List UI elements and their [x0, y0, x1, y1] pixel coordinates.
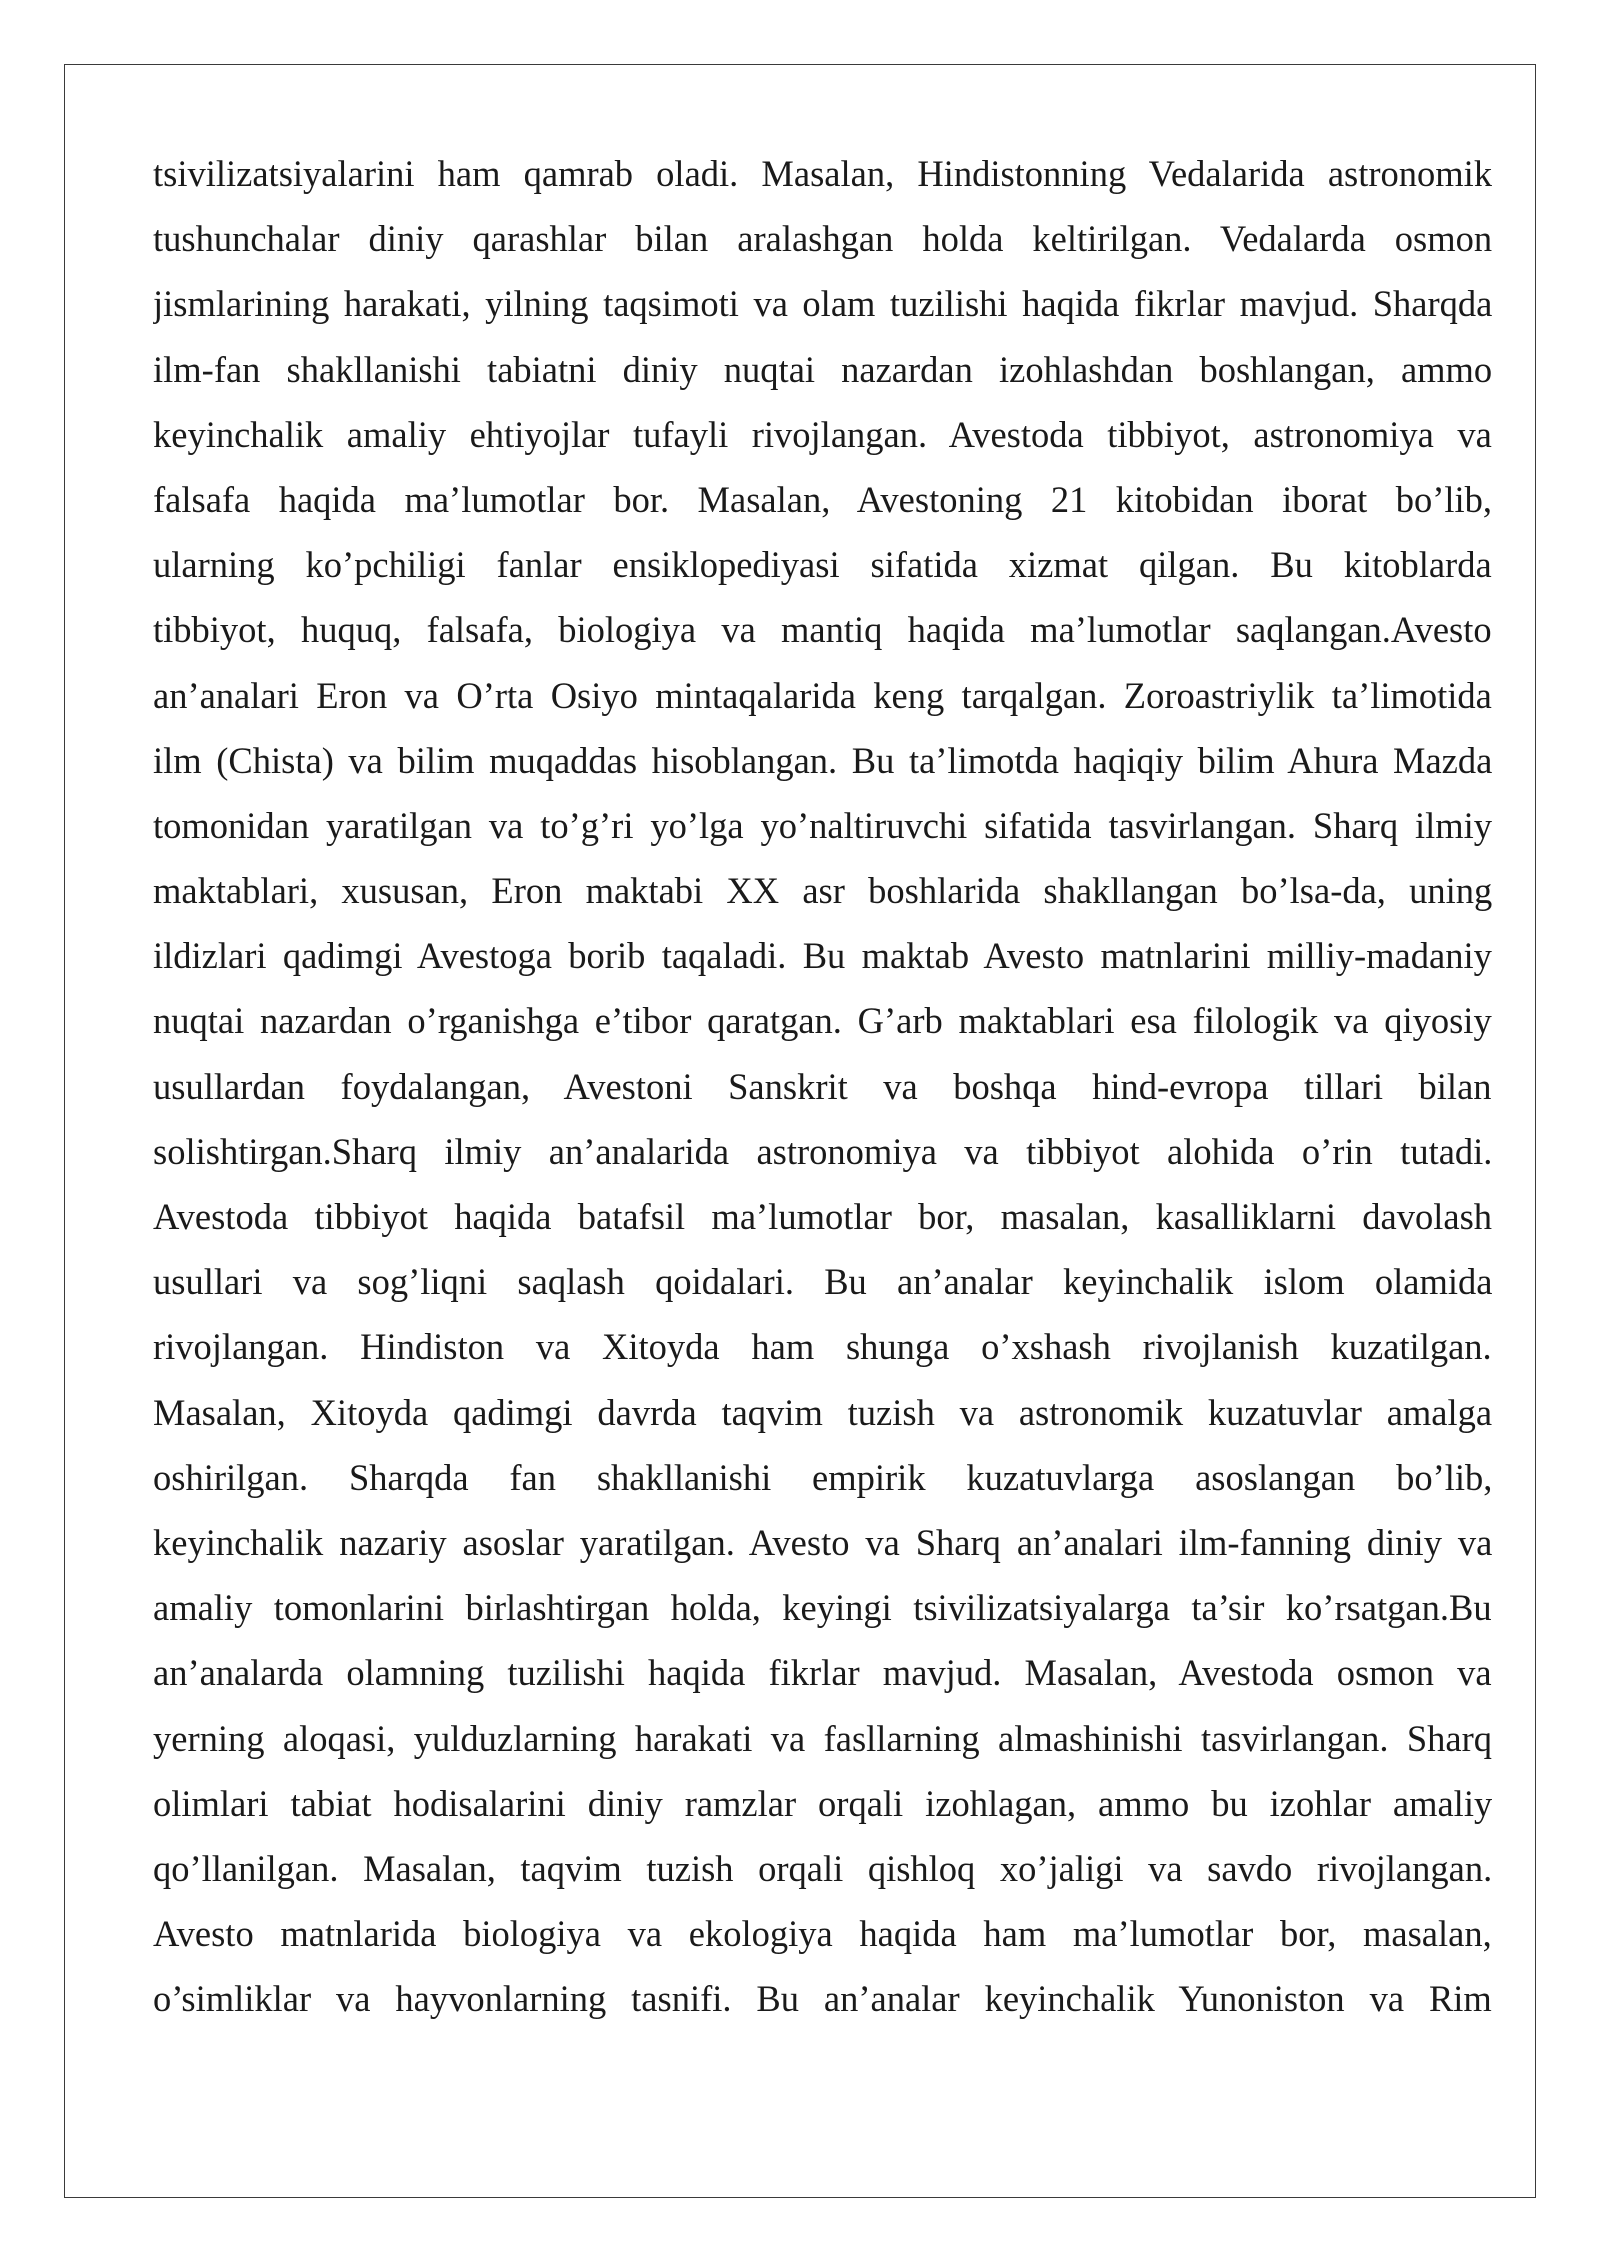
- text-line: solishtirgan.Sharq ilmiy an’analarida astronomiya va tibbiyot alohida o’rin tutadi.: [153, 1130, 1492, 1172]
- text-line: ilm-fan shakllanishi tabiatni diniy nuqtai nazardan izohlashdan boshlangan, ammo: [153, 348, 1492, 390]
- text-line: maktablari, xususan, Eron maktabi XX asr boshlarida shakllangan bo’lsa-da, uning: [153, 870, 1492, 912]
- text-line: Avesto matnlarida biologiya va ekologiya haqida ham ma’lumotlar bor, masalan,: [153, 1913, 1492, 1955]
- text-line: amaliy tomonlarini birlashtirgan holda, keyingi tsivilizatsiyalarga ta’sir ko’rsatgan.Bu: [153, 1587, 1492, 1629]
- text-line: ildizlari qadimgi Avestoga borib taqaladi. Bu maktab Avesto matnlarini milliy-madaniy: [153, 935, 1492, 977]
- text-line: tushunchalar diniy qarashlar bilan aralashgan holda keltirilgan. Vedalarda osmon: [153, 218, 1492, 260]
- text-line: rivojlangan. Hindiston va Xitoyda ham shunga o’xshash rivojlanish kuzatilgan.: [153, 1326, 1492, 1368]
- text-line: jismlarining harakati, yilning taqsimoti va olam tuzilishi haqida fikrlar mavjud. Sharqda: [153, 283, 1492, 325]
- text-line: tsivilizatsiyalarini ham qamrab oladi. Masalan, Hindistonning Vedalarida astronomik: [153, 153, 1492, 194]
- text-line: ilm (Chista) va bilim muqaddas hisoblangan. Bu ta’limotda haqiqiy bilim Ahura Mazda: [153, 739, 1492, 781]
- text-line: keyinchalik amaliy ehtiyojlar tufayli rivojlangan. Avestoda tibbiyot, astronomiya va: [153, 413, 1492, 455]
- text-line: yerning aloqasi, yulduzlarning harakati va fasllarning almashinishi tasvirlangan. Sharq: [153, 1717, 1492, 1759]
- text-line: tibbiyot, huquq, falsafa, biologiya va mantiq haqida ma’lumotlar saqlangan.Avesto: [153, 609, 1492, 651]
- text-line: oshirilgan. Sharqda fan shakllanishi empirik kuzatuvlarga asoslangan bo’lib,: [153, 1456, 1492, 1498]
- text-line: tomonidan yaratilgan va to’g’ri yo’lga yo’naltiruvchi sifatida tasvirlangan. Sharq ilmiy: [153, 804, 1492, 846]
- text-line: nuqtai nazardan o’rganishga e’tibor qaratgan. G’arb maktablari esa filologik va qiyosiy: [153, 1000, 1492, 1042]
- text-line: o’simliklar va hayvonlarning tasnifi. Bu an’analar keyinchalik Yunoniston va Rim: [153, 1978, 1492, 2020]
- text-line: usullari va sog’liqni saqlash qoidalari. Bu an’analar keyinchalik islom olamida: [153, 1261, 1492, 1303]
- text-line: usullardan foydalangan, Avestoni Sanskrit va boshqa hind-evropa tillari bilan: [153, 1065, 1492, 1107]
- body-paragraph: [153, 141, 1492, 2031]
- text-line: Avestoda tibbiyot haqida batafsil ma’lumotlar bor, masalan, kasalliklarni davolash: [153, 1196, 1492, 1237]
- text-line: an’analari Eron va O’rta Osiyo mintaqalarida keng tarqalgan. Zoroastriylik ta’limotida: [153, 674, 1492, 716]
- text-line: qo’llanilgan. Masalan, taqvim tuzish orqali qishloq xo’jaligi va savdo rivojlangan.: [153, 1847, 1492, 1889]
- text-line: Masalan, Xitoyda qadimgi davrda taqvim tuzish va astronomik kuzatuvlar amalga: [153, 1391, 1492, 1433]
- text-line: an’analarda olamning tuzilishi haqida fikrlar mavjud. Masalan, Avestoda osmon va: [153, 1652, 1492, 1694]
- text-line: falsafa haqida ma’lumotlar bor. Masalan, Avestoning 21 kitobidan iborat bo’lib,: [153, 478, 1492, 520]
- text-line: olimlari tabiat hodisalarini diniy ramzlar orqali izohlagan, ammo bu izohlar amaliy: [153, 1782, 1492, 1824]
- text-line: keyinchalik nazariy asoslar yaratilgan. Avesto va Sharq an’analari ilm-fanning diniy va: [153, 1521, 1492, 1563]
- text-line: ularning ko’pchiligi fanlar ensiklopediyasi sifatida xizmat qilgan. Bu kitoblarda: [153, 544, 1492, 586]
